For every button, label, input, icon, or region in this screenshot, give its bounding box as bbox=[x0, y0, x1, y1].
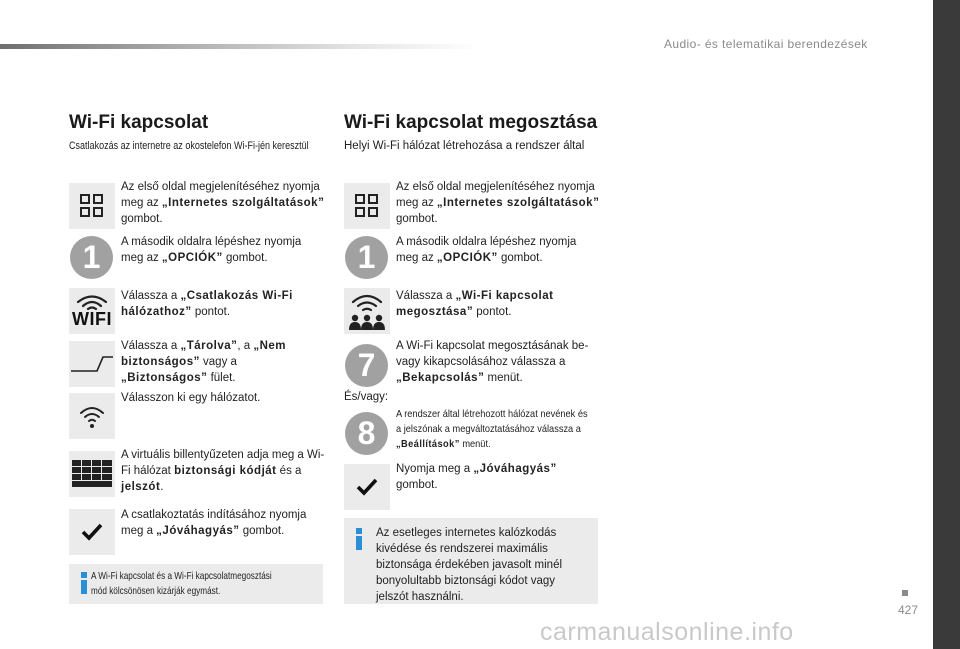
step-text: A rendszer által létrehozott hálózat nevének és a jelszónak a megváltoztatásához válassza a „Beállítások” menüt. bbox=[396, 408, 588, 450]
step-text: Válassza a „Wi-Fi kapcsolat megosztása” pontot. bbox=[396, 290, 554, 318]
check-icon bbox=[344, 464, 390, 510]
tab-shape-icon bbox=[69, 341, 115, 387]
page-edge-strip bbox=[933, 0, 960, 649]
step-text: Válassza a „Csatlakozás Wi-Fi hálózathoz” pontot. bbox=[121, 290, 293, 318]
note-text: A Wi-Fi kapcsolat és a Wi-Fi kapcsolatmegosztási mód kölcsönösen kizárják egymást. bbox=[91, 570, 272, 597]
page-marker bbox=[902, 590, 908, 596]
wifi-people-icon bbox=[344, 288, 390, 334]
wifi-label-icon: WIFI bbox=[69, 288, 115, 334]
step-number-badge: 1 bbox=[345, 236, 388, 279]
grid-menu-icon bbox=[69, 183, 115, 229]
step-text: A virtuális billentyűzeten adja meg a Wi-Fi hálózat biztonsági kódját és a jelszót. bbox=[121, 449, 325, 493]
check-icon bbox=[69, 509, 115, 555]
wifi-sharing-section bbox=[344, 0, 604, 603]
step-text: Az első oldal megjelenítéséhez nyomja meg az „Internetes szolgáltatások” gombot. bbox=[396, 181, 600, 225]
step-number-badge: 7 bbox=[345, 344, 388, 387]
or-label: És/vagy: bbox=[344, 391, 389, 403]
section-title: Wi-Fi kapcsolat bbox=[69, 112, 209, 133]
info-note bbox=[344, 518, 598, 604]
step-text: A második oldalra lépéshez nyomja meg az „OPCIÓK” gombot. bbox=[121, 236, 302, 264]
step-text: Nyomja meg a „Jóváhagyás” gombot. bbox=[396, 463, 557, 491]
watermark: carmanualsonline.info bbox=[540, 618, 794, 646]
wifi-signal-icon bbox=[69, 393, 115, 439]
step-text: Válasszon ki egy hálózatot. bbox=[121, 392, 261, 404]
step-text: Válassza a „Tárolva”, a „Nem biztonságos” vagy a „Biztonságos” fület. bbox=[121, 340, 287, 384]
step-number-badge: 1 bbox=[70, 236, 113, 279]
step-number-badge: 8 bbox=[345, 412, 388, 455]
section-subtitle: Csatlakozás az internetre az okostelefon Wi-Fi-jén keresztül bbox=[69, 140, 309, 152]
section-subtitle: Helyi Wi-Fi hálózat létrehozása a rendszer által bbox=[344, 140, 585, 152]
wifi-connection-section bbox=[69, 0, 329, 600]
step-text: A csatlakoztatás indításához nyomja meg a „Jóváhagyás” gombot. bbox=[121, 509, 307, 537]
header-title: Audio- és telematikai berendezések bbox=[664, 37, 868, 51]
grid-menu-icon bbox=[344, 183, 390, 229]
step-text: A második oldalra lépéshez nyomja meg az „OPCIÓK” gombot. bbox=[396, 236, 577, 264]
step-text: A Wi-Fi kapcsolat megosztásának be- vagy kikapcsolásához válassza a „Bekapcsolás” menüt. bbox=[396, 340, 589, 384]
info-note bbox=[69, 564, 323, 604]
page-number: 427 bbox=[898, 603, 919, 617]
step-text: Az első oldal megjelenítéséhez nyomja meg az „Internetes szolgáltatások” gombot. bbox=[121, 181, 325, 225]
note-text: Az esetleges internetes kalózkodás kivédése és rendszerei maximális biztonsága érdekében javasolt minél bonyolultabb biztonsági kódot vagy jelszót használni. bbox=[376, 527, 563, 603]
section-title: Wi-Fi kapcsolat megosztása bbox=[344, 112, 598, 133]
keyboard-icon bbox=[69, 451, 115, 497]
